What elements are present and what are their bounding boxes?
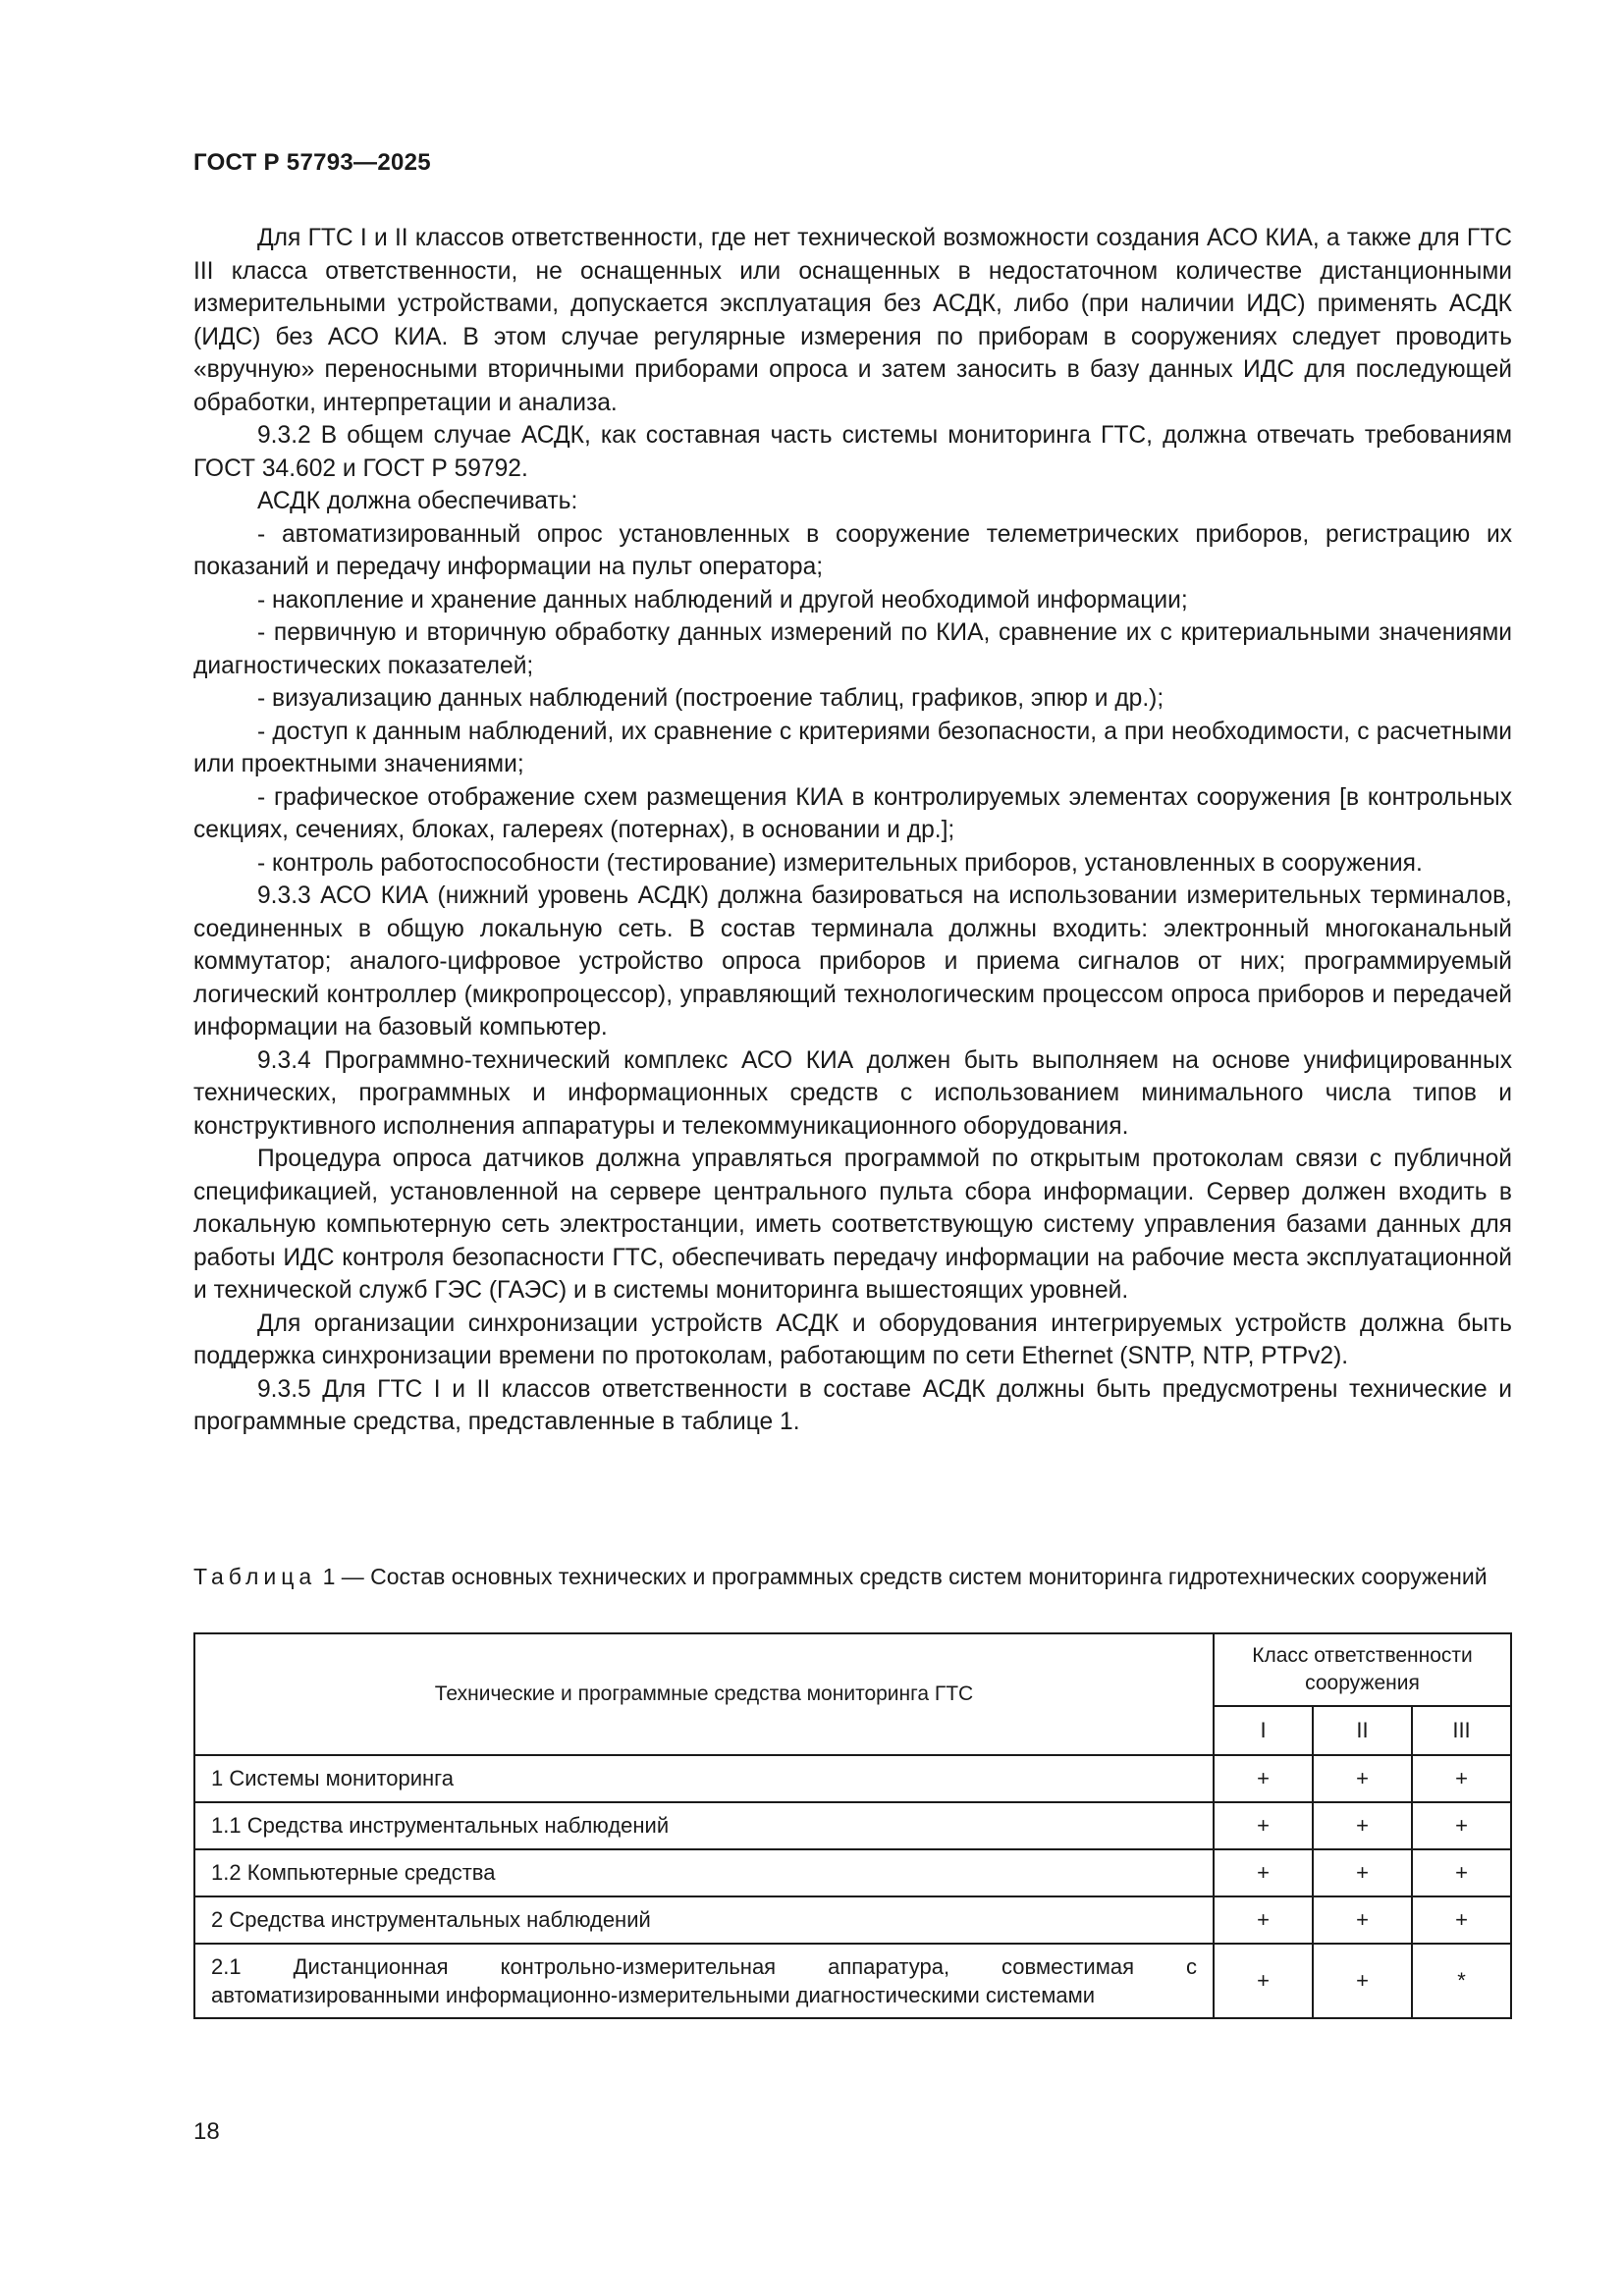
row-mark: + xyxy=(1412,1802,1511,1849)
row-mark: + xyxy=(1313,1944,1412,2018)
list-item: - первичную и вторичную обработку данных измерений по КИА, сравнение их с критериальными значениями диагностических показателей; xyxy=(193,619,1512,679)
row-mark: + xyxy=(1214,1944,1313,2018)
table-caption xyxy=(193,1563,1512,1591)
list-item: - контроль работоспособности (тестирование) измерительных приборов, установленных в сооружения. xyxy=(257,849,1423,877)
document-header: ГОСТ Р 57793—2025 xyxy=(193,149,431,176)
header-class-iii: III xyxy=(1412,1706,1511,1755)
row-name: 1.2 Компьютерные средства xyxy=(194,1849,1214,1896)
page-number: 18 xyxy=(193,2118,220,2145)
paragraph: 9.3.5 Для ГТС I и II классов ответственности в составе АСДК должны быть предусмотрены технические и программные средства, представленные в таблице 1. xyxy=(193,1375,1512,1435)
row-mark: + xyxy=(1412,1755,1511,1802)
paragraph: Для организации синхронизации устройств АСДК и оборудования интегрируемых устройств должна быть поддержка синхронизации времени по протоколам, работающим по сети Ethernet (SNTP, NTP, PTPv2). xyxy=(193,1309,1512,1369)
paragraph: АСДК должна обеспечивать: xyxy=(257,488,578,514)
list-item: - накопление и хранение данных наблюдений и другой необходимой информации; xyxy=(257,586,1188,614)
paragraph: 9.3.2 В общем случае АСДК, как составная часть системы мониторинга ГТС, должна отвечать требованиям ГОСТ 34.602 и ГОСТ Р 59792. xyxy=(193,422,1512,482)
row-mark: + xyxy=(1412,1849,1511,1896)
paragraph: 9.3.3 АСО КИА (нижний уровень АСДК) должна базироваться на использовании измерительных терминалов, соединенных в общую локальную сеть. В состав терминала должны входить: электронный многоканальный коммутатор; аналого-цифровое устройство опроса приборов и приема сигналов от них; программируемый логический контроллер (микропроцессор), управляющий технологическим процессом опроса приборов и передачей информации на базовый компьютер. xyxy=(193,882,1512,1041)
row-name: 2 Средства инструментальных наблюдений xyxy=(194,1896,1214,1944)
list-item: - автоматизированный опрос установленных в сооружение телеметрических приборов, регистрацию их показаний и передачу информации на пульт оператора; xyxy=(193,520,1512,580)
table-caption-label: Таблица xyxy=(193,1564,317,1589)
row-mark: + xyxy=(1313,1802,1412,1849)
list-item: - визуализацию данных наблюдений (построение таблиц, графиков, эпюр и др.); xyxy=(257,685,1164,712)
row-name: 1 Системы мониторинга xyxy=(194,1755,1214,1802)
row-mark: + xyxy=(1214,1802,1313,1849)
row-mark: + xyxy=(1214,1896,1313,1944)
row-mark: + xyxy=(1214,1849,1313,1896)
row-mark: * xyxy=(1412,1944,1511,2018)
header-class-i: I xyxy=(1214,1706,1313,1755)
paragraph: 9.3.4 Программно-технический комплекс АСО КИА должен быть выполняем на основе унифицированных технических, программных и информационных средств с использованием минимального числа типов и конструктивного исполнения аппаратуры и телекоммуникационного оборудования. xyxy=(193,1046,1512,1140)
list-item: - доступ к данным наблюдений, их сравнение с критериями безопасности, а при необходимости, с расчетными или проектными значениями; xyxy=(193,718,1512,777)
body-text xyxy=(193,222,1512,1439)
header-class: Класс ответственности сооружения xyxy=(1214,1633,1511,1706)
table-caption-text: 1 — Состав основных технических и программных средств систем мониторинга гидротехнических сооружений xyxy=(322,1564,1488,1589)
row-mark: + xyxy=(1412,1896,1511,1944)
paragraph: Процедура опроса датчиков должна управляться программой по открытым протоколам связи с публичной спецификацией, установленной на сервере центрального пульта сбора информации. Сервер должен входить в локальную компьютерную сеть электростанции, иметь соответствующую систему управления базами данных для работы ИДС контроля безопасности ГТС, обеспечивать передачу информации на рабочие места эксплуатационной и технической служб ГЭС (ГАЭС) и в системы мониторинга вышестоящих уровней. xyxy=(193,1146,1512,1304)
monitoring-table xyxy=(193,1632,1512,2019)
table-row xyxy=(194,1802,1511,1849)
table-header-row xyxy=(194,1633,1511,1706)
row-mark: + xyxy=(1313,1896,1412,1944)
row-mark: + xyxy=(1214,1755,1313,1802)
table-row xyxy=(194,1849,1511,1896)
header-tools: Технические и программные средства мониторинга ГТС xyxy=(194,1633,1214,1755)
table-row xyxy=(194,1944,1511,2018)
row-name: 2.1 Дистанционная контрольно-измерительная аппаратура, совместимая с автоматизированными информационно-измерительными диагностическими системами xyxy=(194,1944,1214,2018)
row-name: 1.1 Средства инструментальных наблюдений xyxy=(194,1802,1214,1849)
paragraph: Для ГТС I и II классов ответственности, где нет технической возможности создания АСО КИА, а также для ГТС III класса ответственности, не оснащенных или оснащенных в недостаточном количестве дистанционными измерительными устройствами, допускается эксплуатация без АСДК, либо (при наличии ИДС) применять АСДК (ИДС) без АСО КИА. В этом случае регулярные измерения по приборам в сооружениях следует проводить «вручную» переносными вторичными приборами опроса и затем заносить в базу данных ИДС для последующей обработки, интерпретации и анализа. xyxy=(193,225,1512,416)
header-class-ii: II xyxy=(1313,1706,1412,1755)
row-mark: + xyxy=(1313,1755,1412,1802)
table-row xyxy=(194,1755,1511,1802)
list-item: - графическое отображение схем размещения КИА в контролируемых элементах сооружения [в контрольных секциях, сечениях, блоках, галереях (потернах), в основании и др.]; xyxy=(193,783,1512,843)
table-row xyxy=(194,1896,1511,1944)
row-mark: + xyxy=(1313,1849,1412,1896)
